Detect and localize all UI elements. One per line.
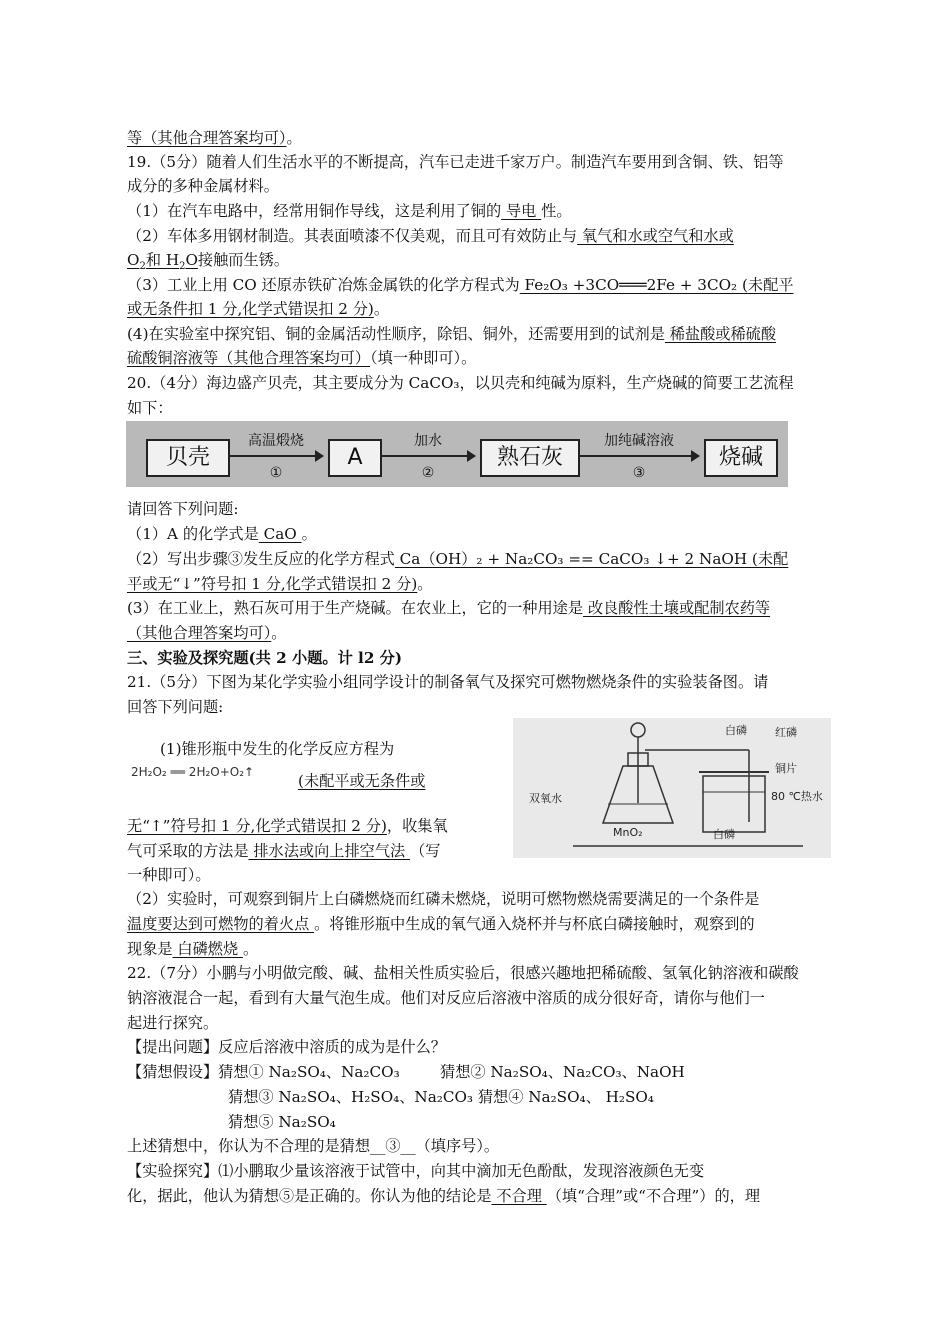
flow-label: 加纯碱溶液 (604, 433, 674, 449)
text-line: 无“↑”符号扣 1 分,化学式错误扣 2 分)，收集氧 (127, 817, 448, 835)
flow-step-number: ② (421, 465, 435, 481)
question-19-3: （3）工业上用 CO 还原赤铁矿冶炼金属铁的化学方程式为 Fe₂O₃ +3CO═══2Fe + 3CO₂ (未配平 (127, 276, 794, 294)
text-line: 化，据此，他认为猜想⑤是正确的。你认为他的结论是 不合理 （填“合理”或“不合理”）的，理 (127, 1187, 761, 1205)
flow-step-number: ① (269, 465, 283, 481)
text-line: 等（其他合理答案均可）。 (127, 129, 302, 147)
hypothesis-line-1: 【猜想假设】猜想① Na₂SO₄、Na₂CO₃ (127, 1063, 400, 1081)
process-flow-diagram (126, 421, 788, 487)
label-hydrogen-peroxide: 双氧水 (529, 792, 562, 805)
section-heading: 三、实验及探究题(共 2 小题。计 l2 分) (127, 649, 403, 667)
text-line: 【提出问题】反应后溶液中溶质的成为是什么？ (127, 1038, 446, 1056)
text-line: $O_2$和 $H_2O$接触而生锈。 (127, 251, 290, 273)
text-line: 如下： (127, 399, 173, 417)
flow-step-number: ③ (632, 465, 646, 481)
label-red-phosphorus: 红磷 (775, 726, 797, 739)
text-line: 回答下列问题: (127, 698, 224, 716)
flow-arrow (230, 455, 322, 457)
question-22: 22.（7分）小鹏与小明做完酸、碱、盐相关性质实验后，很感兴趣地把稀硫酸、氢氧化钠溶液和碳酸 (127, 964, 799, 982)
text-line: 气可采取的方法是 排水法或向上排空气法 （写 (127, 842, 441, 860)
hypothesis-line-3: 猜想⑤ Na₂SO₄ (228, 1113, 336, 1131)
question-21: 21.（5分）下图为某化学实验小组同学设计的制备氧气及探究可燃物燃烧条件的实验装备图。请 (127, 673, 769, 691)
label-white-phosphorus: 白磷 (725, 724, 747, 737)
text-line: 硫酸铜溶液等（其他合理答案均可）（填一种即可）。 (127, 349, 477, 367)
question-20: 20.（4分）海边盛产贝壳，其主要成分为 CaCO₃，以贝壳和纯碱为原料，生产烧碱的简要工艺流程 (127, 374, 794, 392)
text-line: (未配平或无条件或 (298, 772, 426, 790)
question-20-3: (3）在工业上，熟石灰可用于生产烧碱。在农业上，它的一种用途是 改良酸性土壤或配制农药等 (127, 599, 771, 617)
flow-box-caustic-soda: 烧碱 (704, 439, 778, 477)
text-line: 上述猜想中，你认为不合理的是猜想__③__（填序号）。 (127, 1137, 500, 1155)
question-19-1: （1）在汽车电路中，经常用铜作导线，这是利用了铜的 导电 性。 (127, 202, 572, 220)
label-hot-water: 80 ℃热水 (771, 790, 823, 803)
flow-label: 加水 (414, 433, 442, 449)
text-line: 温度要达到可燃物的着火点 。将锥形瓶中生成的氧气通入烧杯并与杯底白磷接触时，观察到的 (127, 915, 755, 933)
equation-image: 2H₂O₂ ══ 2H₂O+O₂↑ (131, 765, 255, 779)
text-line: 请回答下列问题: (127, 500, 239, 518)
question-19-2: （2）车体多用钢材制造。其表面喷漆不仅美观，而且可有效防止与 氧气和水或空气和水或 (127, 227, 734, 245)
text-line: 成分的多种金属材料。 (127, 177, 279, 195)
text-line: 或无条件扣 1 分,化学式错误扣 2 分)。 (127, 300, 390, 318)
label-mno2: MnO₂ (613, 826, 643, 839)
text-line: 现象是 白磷燃烧 。 (127, 940, 259, 958)
flow-box-slaked-lime: 熟石灰 (480, 439, 580, 477)
apparatus-image (513, 718, 831, 858)
text-line: 一种即可）。 (127, 866, 211, 884)
text-line: 【实验探究】⑴小鹏取少量该溶液于试管中，向其中滴加无色酚酞，发现溶液颜色无变 (127, 1162, 705, 1180)
question-20-2: （2）写出步骤③发生反应的化学方程式 Ca（OH）₂ + Na₂CO₃ == CaCO₃ ↓+ 2 NaOH (未配 (127, 550, 789, 568)
label-white-phosphorus-bottom: 白磷 (713, 828, 735, 841)
question-19-4: (4)在实验室中探究铝、铜的金属活动性顺序，除铝、铜外，还需要用到的试剂是 稀盐酸或稀硫酸 (127, 325, 777, 343)
question-20-1: （1）A 的化学式是 CaO 。 (127, 525, 317, 543)
label-copper-sheet: 铜片 (775, 762, 797, 775)
flow-label: 高温煅烧 (248, 433, 304, 449)
question-19: 19.（5分）随着人们生活水平的不断提高，汽车已走进千家万户。制造汽车要用到含铜、铁、铝等 (127, 153, 784, 171)
hypothesis-line-2: 猜想③ Na₂SO₄、H₂SO₄、Na₂CO₃ 猜想④ Na₂SO₄、 H₂SO₄ (228, 1088, 654, 1106)
question-21-2: （2）实验时，可观察到铜片上白磷燃烧而红磷未燃烧，说明可燃物燃烧需要满足的一个条件是 (127, 890, 760, 908)
flow-box-a: A (328, 439, 382, 477)
flow-arrow (382, 455, 474, 457)
flow-box-shell: 贝壳 (146, 439, 230, 477)
text-line: 起进行探究。 (127, 1014, 219, 1032)
flow-arrow (580, 455, 698, 457)
text-line: 平或无“↓”符号扣 1 分,化学式错误扣 2 分)。 (127, 575, 433, 593)
question-21-1: (1)锥形瓶中发生的化学反应方程为 (160, 740, 395, 758)
hypothesis-line-1b: 猜想② Na₂SO₄、Na₂CO₃、NaOH (440, 1063, 685, 1081)
text-line: 钠溶液混合一起，看到有大量气泡生成。他们对反应后溶液中溶质的成分很好奇，请你与他们一 (127, 989, 765, 1007)
text-line: （其他合理答案均可）。 (127, 624, 287, 642)
